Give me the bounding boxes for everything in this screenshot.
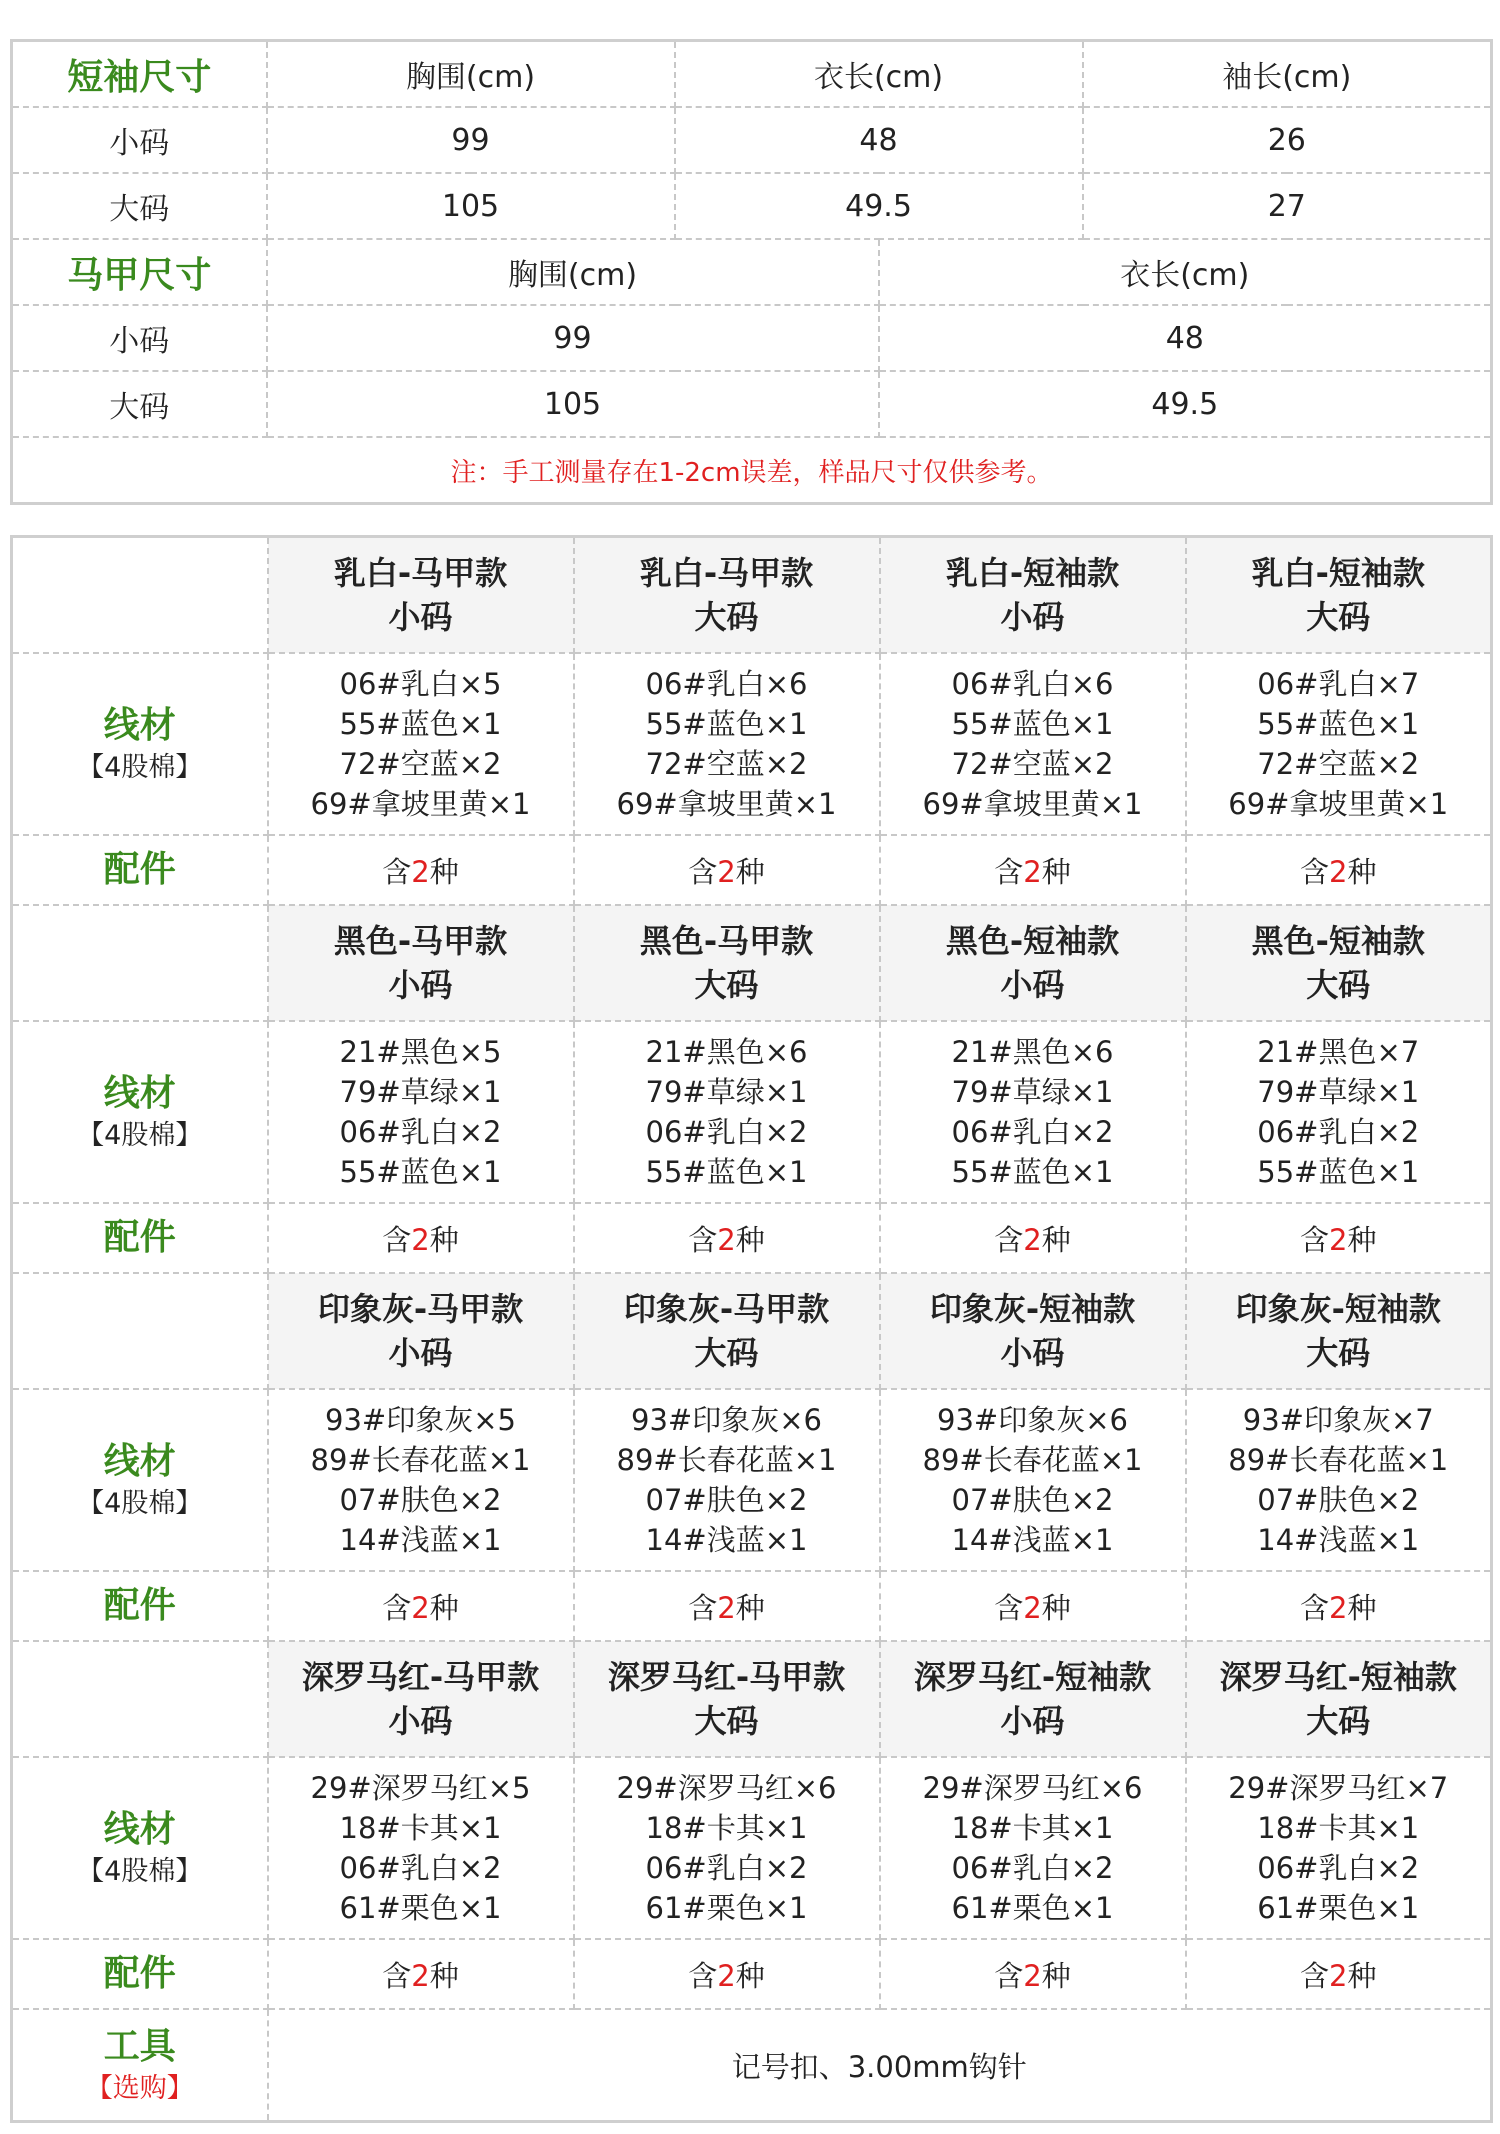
- yarn-list: [1186, 1389, 1492, 1571]
- yarn-item: 06#乳白×7: [1257, 667, 1420, 701]
- variant-header: [574, 1641, 880, 1757]
- variant-size: 大码: [1306, 598, 1371, 636]
- accessory-prefix: 含: [1300, 1590, 1330, 1625]
- accessory-suffix: 种: [429, 1590, 459, 1625]
- variant-header-row: [12, 905, 1492, 1021]
- accessory-suffix: 种: [1041, 1590, 1071, 1625]
- yarn-item: 55#蓝色×1: [339, 1155, 502, 1189]
- yarn-row: [12, 1021, 1492, 1203]
- variant-header: [268, 1641, 574, 1757]
- variant-size: 大码: [694, 966, 759, 1004]
- table-row: [12, 173, 1492, 239]
- yarn-item: 79#草绿×1: [339, 1075, 502, 1109]
- accessory-prefix: 含: [382, 1222, 412, 1257]
- table-cell: 48: [879, 305, 1492, 371]
- yarn-sub-label: 【4股棉】: [77, 1856, 203, 1887]
- yarn-item: 55#蓝色×1: [1257, 707, 1420, 741]
- accessory-prefix: 含: [994, 854, 1024, 889]
- variant-header-row: [12, 1273, 1492, 1389]
- accessory-label-cell: [12, 1203, 268, 1273]
- table-row: [12, 305, 1492, 371]
- yarn-label-cell: [12, 1757, 268, 1939]
- yarn-item: 14#浅蓝×1: [951, 1523, 1114, 1557]
- yarn-list: [574, 1757, 880, 1939]
- yarn-list: [268, 1389, 574, 1571]
- variant-header: [268, 905, 574, 1021]
- yarn-label: 线材: [103, 1441, 176, 1482]
- accessory-count: [880, 1203, 1186, 1273]
- yarn-item: 72#空蓝×2: [339, 747, 502, 781]
- accessory-prefix: 含: [994, 1958, 1024, 1993]
- yarn-item: 06#乳白×2: [951, 1115, 1114, 1149]
- accessory-number: 2: [1023, 1958, 1042, 1993]
- variant-name: 黑色-马甲款: [333, 922, 508, 960]
- yarn-item: 89#长春花蓝×1: [616, 1443, 837, 1477]
- table-cell: 48: [675, 107, 1083, 173]
- accessory-row: [12, 1203, 1492, 1273]
- yarn-item: 29#深罗马红×6: [922, 1771, 1143, 1805]
- accessory-suffix: 种: [735, 1222, 765, 1257]
- yarn-item: 06#乳白×2: [339, 1115, 502, 1149]
- accessory-prefix: 含: [382, 1590, 412, 1625]
- variant-name: 印象灰-马甲款: [317, 1290, 524, 1328]
- table-row: [12, 107, 1492, 173]
- column-header: 袖长(cm): [1083, 41, 1492, 108]
- yarn-list: [574, 1389, 880, 1571]
- yarn-label: 线材: [103, 1073, 176, 1114]
- size-label: 小码: [12, 305, 267, 371]
- yarn-item: 93#印象灰×6: [937, 1403, 1128, 1437]
- yarn-list: [1186, 1021, 1492, 1203]
- accessory-prefix: 含: [382, 854, 412, 889]
- accessory-prefix: 含: [1300, 1222, 1330, 1257]
- yarn-list: [880, 1021, 1186, 1203]
- yarn-item: 89#长春花蓝×1: [1228, 1443, 1449, 1477]
- yarn-item: 55#蓝色×1: [645, 707, 808, 741]
- yarn-item: 06#乳白×2: [951, 1851, 1114, 1885]
- column-header: 胸围(cm): [267, 239, 879, 305]
- accessory-suffix: 种: [1041, 854, 1071, 889]
- accessory-label-cell: [12, 1571, 268, 1641]
- accessory-number: 2: [717, 1590, 736, 1625]
- variant-header: [268, 1273, 574, 1389]
- yarn-item: 29#深罗马红×5: [310, 1771, 531, 1805]
- vest-title: 马甲尺寸: [12, 239, 267, 305]
- yarn-label: 线材: [103, 1809, 176, 1850]
- variant-header: [1186, 537, 1492, 654]
- table-cell: 49.5: [675, 173, 1083, 239]
- accessory-suffix: 种: [1347, 1590, 1377, 1625]
- accessory-count: [268, 1203, 574, 1273]
- variant-size: 小码: [388, 966, 453, 1004]
- variant-size: 大码: [694, 598, 759, 636]
- yarn-item: 72#空蓝×2: [1257, 747, 1420, 781]
- variant-header-row: [12, 537, 1492, 654]
- table-cell: 49.5: [879, 371, 1492, 437]
- variant-name: 印象灰-马甲款: [623, 1290, 830, 1328]
- yarn-item: 07#肤色×2: [339, 1483, 502, 1517]
- yarn-item: 55#蓝色×1: [645, 1155, 808, 1189]
- table-cell: 99: [267, 107, 675, 173]
- yarn-item: 55#蓝色×1: [1257, 1155, 1420, 1189]
- short-sleeve-header-row: [12, 41, 1492, 108]
- accessory-count: [880, 835, 1186, 905]
- yarn-item: 21#黑色×6: [951, 1035, 1114, 1069]
- tools-label-cell: [12, 2009, 268, 2122]
- accessory-number: 2: [717, 854, 736, 889]
- accessory-number: 2: [1023, 854, 1042, 889]
- accessory-suffix: 种: [429, 1222, 459, 1257]
- accessory-number: 2: [717, 1958, 736, 1993]
- yarn-item: 18#卡其×1: [1257, 1811, 1420, 1845]
- blank-cell: [12, 905, 268, 1021]
- yarn-sub-label: 【4股棉】: [77, 1120, 203, 1151]
- variant-name: 乳白-马甲款: [639, 554, 814, 592]
- yarn-item: 07#肤色×2: [645, 1483, 808, 1517]
- variant-size: 小码: [1000, 966, 1065, 1004]
- yarn-item: 14#浅蓝×1: [645, 1523, 808, 1557]
- accessory-label-cell: [12, 1939, 268, 2009]
- yarn-row: [12, 1757, 1492, 1939]
- accessory-count: [574, 1203, 880, 1273]
- yarn-item: 06#乳白×2: [1257, 1851, 1420, 1885]
- yarn-item: 61#栗色×1: [645, 1891, 808, 1925]
- yarn-list: [880, 653, 1186, 835]
- tools-row: [12, 2009, 1492, 2122]
- vest-header-row: [12, 239, 1492, 305]
- yarn-list: [880, 1757, 1186, 1939]
- accessory-count: [268, 1939, 574, 2009]
- blank-cell: [12, 1641, 268, 1757]
- yarn-item: 06#乳白×2: [1257, 1115, 1420, 1149]
- size-label: 大码: [12, 371, 267, 437]
- accessory-count: [268, 835, 574, 905]
- accessory-count: [1186, 1203, 1492, 1273]
- yarn-item: 18#卡其×1: [645, 1811, 808, 1845]
- variant-size: 小码: [1000, 598, 1065, 636]
- variant-name: 乳白-短袖款: [945, 554, 1120, 592]
- accessory-label-cell: [12, 835, 268, 905]
- variant-size: 大码: [1306, 1334, 1371, 1372]
- yarn-item: 29#深罗马红×6: [616, 1771, 837, 1805]
- variant-name: 深罗马红-马甲款: [301, 1658, 540, 1696]
- accessory-count: [1186, 1571, 1492, 1641]
- yarn-row: [12, 1389, 1492, 1571]
- variant-name: 乳白-短袖款: [1251, 554, 1425, 592]
- accessory-count: [574, 835, 880, 905]
- accessory-number: 2: [1023, 1590, 1042, 1625]
- yarn-list: [268, 1021, 574, 1203]
- yarn-item: 06#乳白×5: [339, 667, 502, 701]
- tools-sub-label: 【选购】: [85, 2073, 194, 2104]
- variant-name: 深罗马红-短袖款: [913, 1658, 1152, 1696]
- accessory-prefix: 含: [688, 1958, 718, 1993]
- yarn-list: [880, 1389, 1186, 1571]
- accessory-suffix: 种: [429, 854, 459, 889]
- variant-name: 乳白-马甲款: [333, 554, 508, 592]
- accessory-number: 2: [1023, 1222, 1042, 1257]
- measurement-note: 注：手工测量存在1-2cm误差，样品尺寸仅供参考。: [12, 437, 1492, 504]
- materials-table: [10, 535, 1493, 2123]
- accessory-label: 配件: [103, 1953, 176, 1994]
- accessory-suffix: 种: [735, 1958, 765, 1993]
- yarn-list: [268, 653, 574, 835]
- yarn-list: [574, 653, 880, 835]
- yarn-item: 79#草绿×1: [645, 1075, 808, 1109]
- variant-name: 黑色-马甲款: [639, 922, 814, 960]
- yarn-label-cell: [12, 653, 268, 835]
- accessory-number: 2: [1329, 1958, 1348, 1993]
- yarn-item: 18#卡其×1: [951, 1811, 1114, 1845]
- size-label: 小码: [12, 107, 267, 173]
- table-cell: 27: [1083, 173, 1492, 239]
- yarn-item: 79#草绿×1: [951, 1075, 1114, 1109]
- accessory-number: 2: [411, 1958, 430, 1993]
- blank-cell: [12, 537, 268, 654]
- yarn-list: [268, 1757, 574, 1939]
- size-chart-table: [10, 39, 1493, 505]
- accessory-label: 配件: [103, 1217, 176, 1258]
- yarn-item: 93#印象灰×7: [1242, 1403, 1434, 1437]
- variant-name: 印象灰-短袖款: [929, 1290, 1136, 1328]
- column-header: 衣长(cm): [675, 41, 1083, 108]
- yarn-sub-label: 【4股棉】: [77, 752, 203, 783]
- accessory-number: 2: [1329, 1222, 1348, 1257]
- accessory-prefix: 含: [994, 1590, 1024, 1625]
- variant-size: 大码: [694, 1334, 759, 1372]
- accessory-suffix: 种: [1347, 854, 1377, 889]
- yarn-item: 06#乳白×6: [951, 667, 1114, 701]
- accessory-row: [12, 1571, 1492, 1641]
- yarn-item: 06#乳白×6: [645, 667, 808, 701]
- accessory-label: 配件: [103, 1585, 176, 1626]
- yarn-item: 69#拿坡里黄×1: [922, 787, 1143, 821]
- yarn-item: 18#卡其×1: [339, 1811, 502, 1845]
- accessory-count: [1186, 835, 1492, 905]
- yarn-item: 14#浅蓝×1: [1257, 1523, 1420, 1557]
- accessory-number: 2: [717, 1222, 736, 1257]
- yarn-item: 06#乳白×2: [339, 1851, 502, 1885]
- yarn-list: [1186, 653, 1492, 835]
- accessory-prefix: 含: [994, 1222, 1024, 1257]
- size-label: 大码: [12, 173, 267, 239]
- variant-size: 小码: [388, 598, 453, 636]
- yarn-item: 55#蓝色×1: [339, 707, 502, 741]
- yarn-item: 07#肤色×2: [1257, 1483, 1420, 1517]
- variant-size: 大码: [694, 1702, 759, 1740]
- accessory-count: [880, 1939, 1186, 2009]
- accessory-number: 2: [1329, 1590, 1348, 1625]
- variant-size: 大码: [1306, 1702, 1371, 1740]
- accessory-suffix: 种: [1041, 1222, 1071, 1257]
- accessory-row: [12, 835, 1492, 905]
- accessory-count: [574, 1939, 880, 2009]
- accessory-suffix: 种: [1347, 1222, 1377, 1257]
- yarn-item: 89#长春花蓝×1: [922, 1443, 1143, 1477]
- accessory-prefix: 含: [1300, 854, 1330, 889]
- yarn-item: 61#栗色×1: [951, 1891, 1114, 1925]
- accessory-prefix: 含: [1300, 1958, 1330, 1993]
- table-cell: 105: [267, 371, 879, 437]
- accessory-prefix: 含: [688, 1222, 718, 1257]
- yarn-item: 69#拿坡里黄×1: [310, 787, 531, 821]
- yarn-item: 29#深罗马红×7: [1228, 1771, 1449, 1805]
- yarn-sub-label: 【4股棉】: [77, 1488, 203, 1519]
- variant-name: 黑色-短袖款: [945, 922, 1120, 960]
- variant-header: [880, 537, 1186, 654]
- accessory-count: [1186, 1939, 1492, 2009]
- yarn-item: 72#空蓝×2: [645, 747, 808, 781]
- yarn-item: 79#草绿×1: [1257, 1075, 1420, 1109]
- accessory-suffix: 种: [429, 1958, 459, 1993]
- variant-header: [1186, 1273, 1492, 1389]
- variant-name: 深罗马红-短袖款: [1219, 1658, 1457, 1696]
- variant-header: [268, 537, 574, 654]
- variant-header: [880, 905, 1186, 1021]
- yarn-label-cell: [12, 1021, 268, 1203]
- table-cell: 26: [1083, 107, 1492, 173]
- variant-header: [574, 1273, 880, 1389]
- accessory-count: [574, 1571, 880, 1641]
- yarn-item: 06#乳白×2: [645, 1115, 808, 1149]
- yarn-item: 93#印象灰×6: [631, 1403, 822, 1437]
- table-cell: 99: [267, 305, 879, 371]
- yarn-label: 线材: [103, 705, 176, 746]
- variant-size: 小码: [388, 1334, 453, 1372]
- yarn-item: 61#栗色×1: [339, 1891, 502, 1925]
- variant-name: 深罗马红-马甲款: [607, 1658, 846, 1696]
- yarn-item: 21#黑色×7: [1257, 1035, 1420, 1069]
- variant-header: [880, 1641, 1186, 1757]
- accessory-count: [880, 1571, 1186, 1641]
- yarn-item: 72#空蓝×2: [951, 747, 1114, 781]
- yarn-item: 61#栗色×1: [1257, 1891, 1420, 1925]
- accessory-row: [12, 1939, 1492, 2009]
- yarn-item: 69#拿坡里黄×1: [1228, 787, 1449, 821]
- accessory-suffix: 种: [735, 1590, 765, 1625]
- column-header: 衣长(cm): [879, 239, 1492, 305]
- variant-name: 黑色-短袖款: [1251, 922, 1425, 960]
- accessory-label: 配件: [103, 849, 176, 890]
- accessory-suffix: 种: [1347, 1958, 1377, 1993]
- table-cell: 105: [267, 173, 675, 239]
- yarn-item: 14#浅蓝×1: [339, 1523, 502, 1557]
- accessory-number: 2: [411, 854, 430, 889]
- accessory-suffix: 种: [735, 854, 765, 889]
- variant-name: 印象灰-短袖款: [1235, 1290, 1441, 1328]
- accessory-prefix: 含: [688, 854, 718, 889]
- short-sleeve-title: 短袖尺寸: [12, 41, 267, 108]
- variant-header: [574, 905, 880, 1021]
- column-header: 胸围(cm): [267, 41, 675, 108]
- accessory-prefix: 含: [382, 1958, 412, 1993]
- variant-header: [1186, 905, 1492, 1021]
- table-row: [12, 371, 1492, 437]
- tools-value: 记号扣、3.00mm钩针: [268, 2009, 1492, 2122]
- accessory-number: 2: [1329, 854, 1348, 889]
- variant-header-row: [12, 1641, 1492, 1757]
- yarn-row: [12, 653, 1492, 835]
- yarn-list: [574, 1021, 880, 1203]
- accessory-suffix: 种: [1041, 1958, 1071, 1993]
- yarn-item: 07#肤色×2: [951, 1483, 1114, 1517]
- accessory-prefix: 含: [688, 1590, 718, 1625]
- variant-header: [880, 1273, 1186, 1389]
- variant-header: [574, 537, 880, 654]
- blank-cell: [12, 1273, 268, 1389]
- accessory-count: [268, 1571, 574, 1641]
- accessory-number: 2: [411, 1590, 430, 1625]
- note-row: [12, 437, 1492, 504]
- variant-size: 大码: [1306, 966, 1371, 1004]
- yarn-item: 21#黑色×5: [339, 1035, 502, 1069]
- yarn-item: 21#黑色×6: [645, 1035, 808, 1069]
- yarn-label-cell: [12, 1389, 268, 1571]
- yarn-item: 93#印象灰×5: [325, 1403, 516, 1437]
- yarn-item: 89#长春花蓝×1: [310, 1443, 531, 1477]
- yarn-item: 69#拿坡里黄×1: [616, 787, 837, 821]
- yarn-item: 55#蓝色×1: [951, 1155, 1114, 1189]
- tools-label: 工具: [103, 2026, 176, 2067]
- yarn-item: 06#乳白×2: [645, 1851, 808, 1885]
- variant-size: 小码: [1000, 1334, 1065, 1372]
- accessory-number: 2: [411, 1222, 430, 1257]
- variant-size: 小码: [1000, 1702, 1065, 1740]
- variant-header: [1186, 1641, 1492, 1757]
- yarn-item: 55#蓝色×1: [951, 707, 1114, 741]
- variant-size: 小码: [388, 1702, 453, 1740]
- yarn-list: [1186, 1757, 1492, 1939]
